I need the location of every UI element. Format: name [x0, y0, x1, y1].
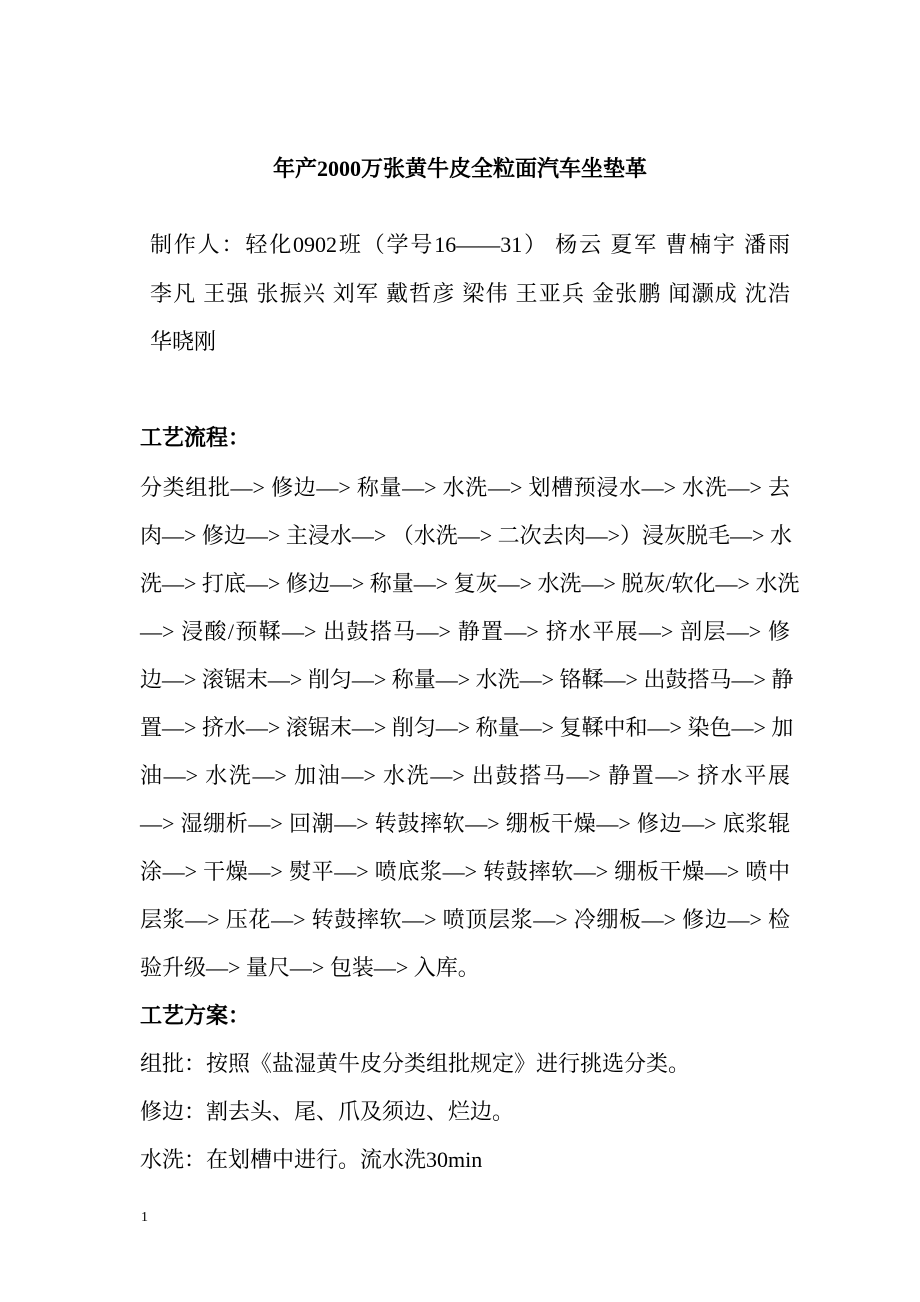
process-line: 验升级—> 量尺—> 包装—> 入库。 — [140, 955, 480, 980]
plan-line: 组批：按照《盐湿黄牛皮分类组批规定》进行挑选分类。 — [140, 1051, 691, 1076]
author-line: 华晓刚 — [150, 329, 217, 354]
plan-line: 水洗：在划槽中进行。流水洗30min — [140, 1147, 483, 1172]
author-line: 制作人：轻化0902班（学号16——31） 杨云 夏军 曹楠宇 潘雨 — [150, 232, 790, 257]
process-line: 肉—> 修边—> 主浸水—> （水洗—> 二次去肉—>）浸灰脱毛—> 水 — [140, 523, 792, 548]
process-line: 油—> 水洗—> 加油—> 水洗—> 出鼓搭马—> 静置—> 挤水平展 — [140, 763, 790, 788]
process-line: 分类组批—> 修边—> 称量—> 水洗—> 划槽预浸水—> 水洗—> 去 — [140, 475, 790, 500]
page-number: 1 — [141, 1210, 148, 1225]
process-line: 置—> 挤水—> 滚锯末—> 削匀—> 称量—> 复鞣中和—> 染色—> 加 — [140, 715, 794, 740]
process-heading: 工艺流程： — [140, 425, 251, 450]
process-line: —> 浸酸/预鞣—> 出鼓搭马—> 静置—> 挤水平展—> 剖层—> 修 — [140, 619, 790, 644]
process-line: 层浆—> 压花—> 转鼓摔软—> 喷顶层浆—> 冷绷板—> 修边—> 检 — [140, 907, 790, 932]
document-title: 年产2000万张黄牛皮全粒面汽车坐垫革 — [272, 156, 647, 181]
plan-line: 修边：割去头、尾、爪及须边、烂边。 — [140, 1099, 515, 1124]
process-line: —> 湿绷析—> 回潮—> 转鼓摔软—> 绷板干燥—> 修边—> 底浆辊 — [140, 811, 790, 836]
author-line: 李凡 王强 张振兴 刘军 戴哲彦 梁伟 王亚兵 金张鹏 闻灏成 沈浩 — [150, 281, 790, 306]
process-line: 洗—> 打底—> 修边—> 称量—> 复灰—> 水洗—> 脱灰/软化—> 水洗 — [140, 571, 800, 596]
process-line: 涂—> 干燥—> 熨平—> 喷底浆—> 转鼓摔软—> 绷板干燥—> 喷中 — [140, 859, 790, 884]
process-line: 边—> 滚锯末—> 削匀—> 称量—> 水洗—> 铬鞣—> 出鼓搭马—> 静 — [140, 667, 794, 692]
plan-heading: 工艺方案： — [140, 1003, 251, 1028]
